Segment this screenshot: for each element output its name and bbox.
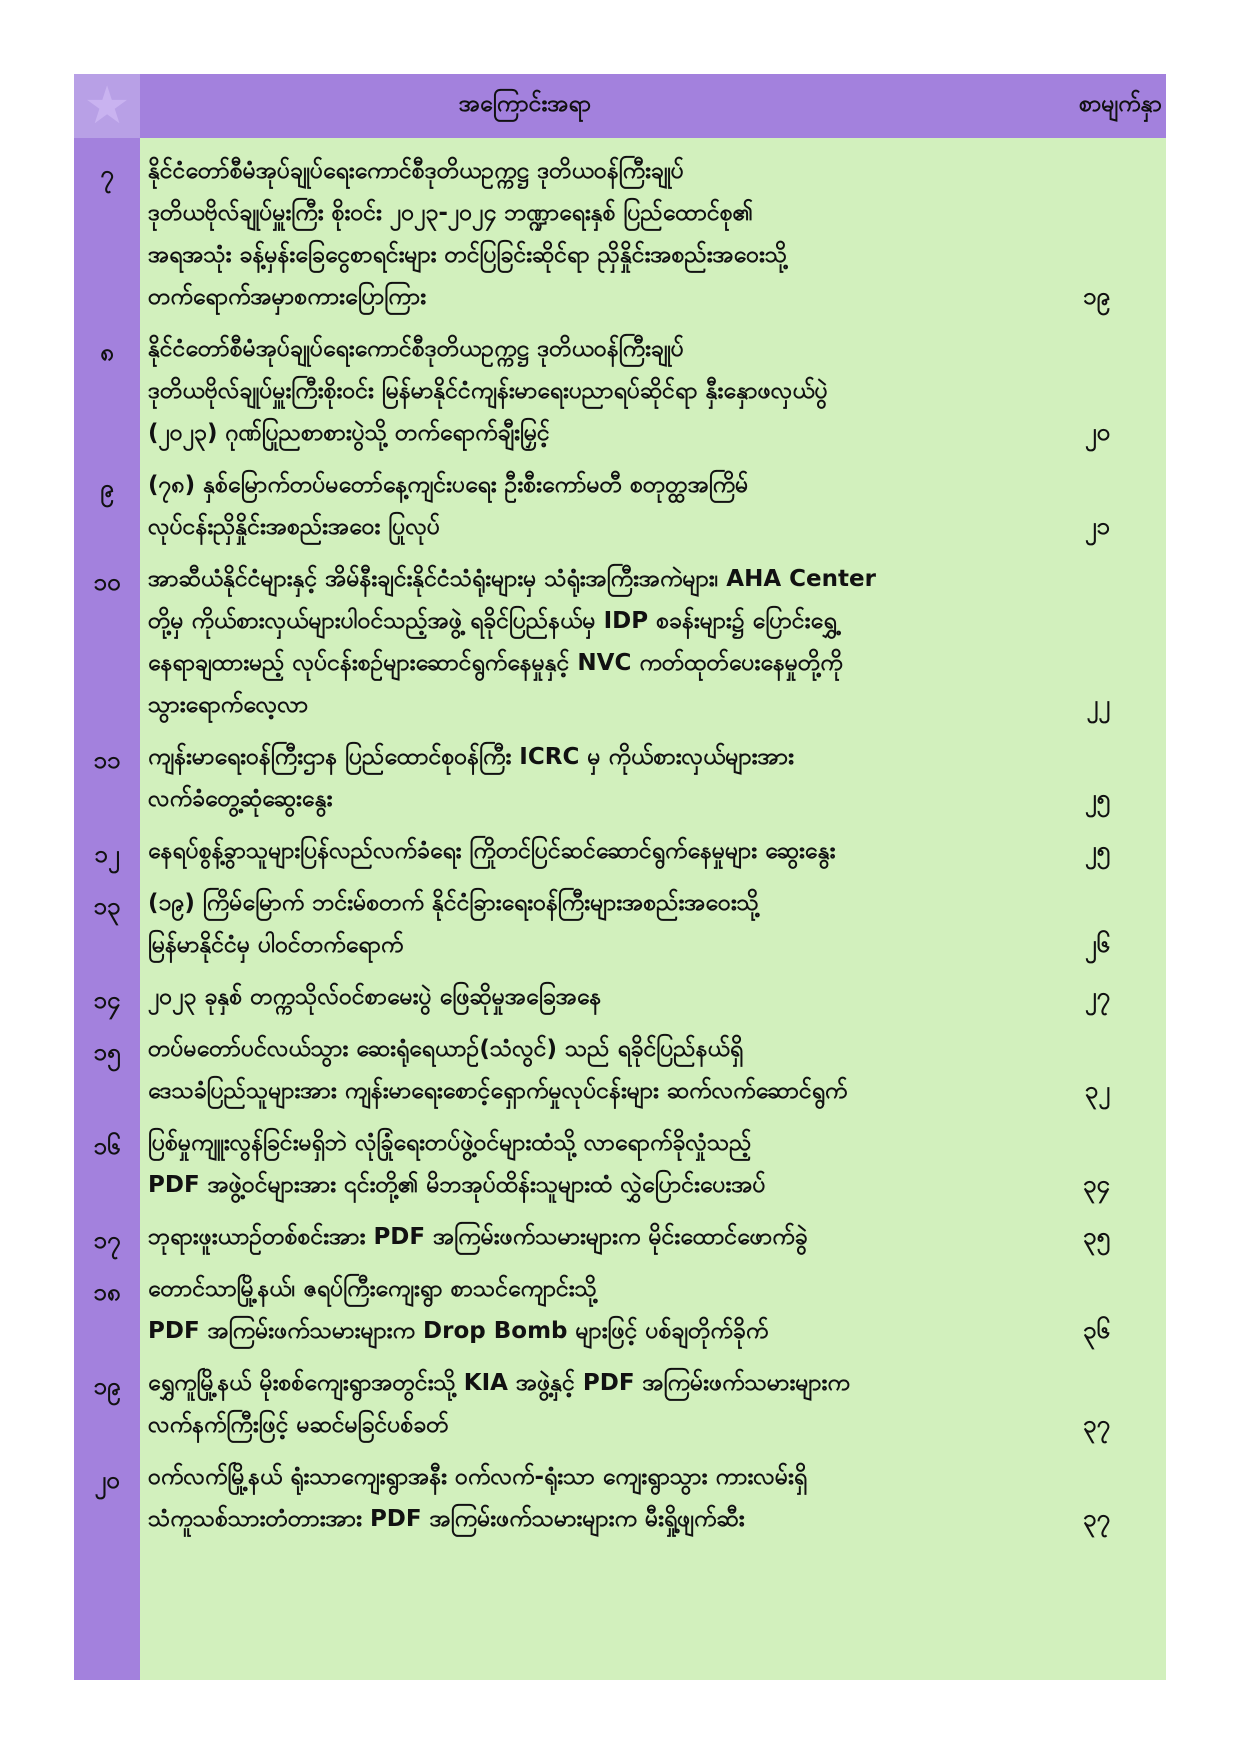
entry-page-number: ၂၂ [1086, 690, 1110, 718]
entry-title [148, 1122, 1048, 1206]
entry-number: ၁၁ [93, 746, 121, 774]
entry-number: ၁၄ [93, 986, 121, 1014]
toc-entry [74, 328, 1166, 454]
entry-number: ၁၇ [93, 1226, 121, 1254]
header-title: အကြောင်းအရာ [458, 91, 592, 117]
entry-title [148, 1456, 1048, 1540]
entry-title-line: နေရာချထားမည့် လုပ်ငန်းစဉ်များဆောင်ရွက်နေမှုနှင့် NVC ကတ်ထုတ်ပေးနေမှုတို့ကို [148, 650, 843, 676]
entry-page-number: ၂၁ [1084, 512, 1110, 540]
toc-entry [74, 1216, 1166, 1258]
entry-title-line: လုပ်ငန်းညှိနှိုင်းအစည်းအဝေး ပြုလုပ် [148, 514, 441, 540]
entry-page-number: ၃၂ [1084, 1076, 1110, 1104]
entry-title [148, 1362, 1048, 1446]
toc-entry [74, 150, 1166, 318]
entry-page-number: ၃၇ [1083, 1410, 1110, 1438]
entry-title-line: ရွှေကူမြို့နယ် မိုးစစ်ကျေးရွာအတွင်းသို့ KIA အဖွဲ့နှင့် PDF အကြမ်းဖက်သမားများက [148, 1370, 850, 1396]
entry-page-number: ၁၉ [1083, 282, 1110, 310]
entry-title-line: သံကူသစ်သားတံတားအား PDF အကြမ်းဖက်သမားများက မီးရှို့ဖျက်ဆီး [148, 1506, 745, 1532]
entry-number: ၁၆ [93, 1132, 121, 1160]
entry-title-line: ဝက်လက်မြို့နယ် ရုံးသာကျေးရွာအနီး ဝက်လက်-ရုံးသာ ကျေးရွာသွား ကားလမ်းရှိ [148, 1464, 808, 1490]
entry-title-line: လက်ခံတွေ့ဆုံဆွေးနွေး [148, 786, 333, 812]
entry-page-number: ၂၅ [1084, 784, 1110, 812]
entry-title-line: နိုင်ငံတော်စီမံအုပ်ချုပ်ရေးကောင်စီဒုတိယဥက္ကဋ္ဌ ဒုတိယဝန်ကြီးချုပ် [148, 336, 684, 362]
entry-page-number: ၃၅ [1083, 1222, 1110, 1250]
entry-title [148, 830, 1048, 872]
entry-page-number: ၂၆ [1084, 930, 1110, 958]
entry-title-line: တို့မှ ကိုယ်စားလှယ်များပါဝင်သည့်အဖွဲ့ ရခိုင်ပြည်နယ်မှ IDP စခန်းများ၌ ပြောင်းရွှေ့ [148, 608, 837, 634]
entry-title-line: ဒေသခံပြည်သူများအား ကျန်းမာရေးစောင့်ရှောက်မှုလုပ်ငန်းများ ဆက်လက်ဆောင်ရွက် [148, 1078, 848, 1104]
entry-title-line: အရအသုံး ခန့်မှန်းခြေငွေစာရင်းများ တင်ပြခြင်းဆိုင်ရာ ညှိနှိုင်းအစည်းအဝေးသို့ [148, 242, 788, 268]
entry-title [148, 1216, 1048, 1258]
entry-title [148, 736, 1048, 820]
entry-number: ၂၀ [94, 1466, 120, 1494]
table-of-contents [74, 74, 1166, 1680]
entry-title-line: ပြစ်မှုကျူးလွန်ခြင်းမရှိဘဲ လုံခြုံရေးတပ်ဖွဲ့ဝင်များထံသို့ လာရောက်ခိုလှုံသည့် [148, 1130, 752, 1156]
toc-entry [74, 736, 1166, 820]
entry-title-line: ဒုတိယဗိုလ်ချုပ်မှူးကြီး စိုးဝင်း ၂၀၂၃-၂၀၂၄ ဘဏ္ဍာရေးနှစ် ပြည်ထောင်စု၏ [148, 200, 754, 226]
entry-number: ၇ [100, 160, 114, 188]
toc-entry [74, 558, 1166, 726]
entry-title-line: (၂၀၂၃) ဂုဏ်ပြုညစာစားပွဲသို့ တက်ရောက်ချီးမြှင့် [148, 420, 550, 446]
toc-entry [74, 1268, 1166, 1352]
entry-title-line: PDF အကြမ်းဖက်သမားများက Drop Bomb များဖြင့် ပစ်ချတိုက်ခိုက် [148, 1318, 769, 1344]
header-page-label: စာမျက်နှာ [1078, 91, 1162, 117]
entry-title-line: ကျန်းမာရေးဝန်ကြီးဌာန ပြည်ထောင်စုဝန်ကြီး ICRC မှ ကိုယ်စားလှယ်များအား [148, 744, 794, 770]
toc-entry [74, 1456, 1166, 1540]
entry-title-line: ဒုတိယဗိုလ်ချုပ်မှူးကြီးစိုးဝင်း မြန်မာနိုင်ငံကျန်းမာရေးပညာရပ်ဆိုင်ရာ နှီးနှောဖလှယ်ပွဲ [148, 378, 828, 404]
toc-entry [74, 1122, 1166, 1206]
entry-title-line: PDF အဖွဲ့ဝင်များအား ၎င်းတို့၏ မိဘအုပ်ထိန်းသူများထံ လွှဲပြောင်းပေးအပ် [148, 1172, 766, 1198]
entry-title-line: လက်နက်ကြီးဖြင့် မဆင်မခြင်ပစ်ခတ် [148, 1412, 449, 1438]
entry-number: ၉ [100, 474, 114, 502]
entry-number: ၁၈ [93, 1278, 121, 1306]
entry-number: ၁၉ [93, 1372, 121, 1400]
entry-title-line: (၁၉) ကြိမ်မြောက် ဘင်းမ်စတက် နိုင်ငံခြားရေးဝန်ကြီးများအစည်းအဝေးသို့ [148, 890, 759, 916]
entry-page-number: ၃၆ [1083, 1316, 1110, 1344]
entry-title [148, 1268, 1048, 1352]
entry-page-number: ၃၇ [1083, 1504, 1110, 1532]
entry-page-number: ၂၀ [1084, 418, 1110, 446]
entry-number: ၁၅ [93, 1038, 121, 1066]
entry-title [148, 558, 1048, 726]
toc-entries [74, 150, 1166, 1540]
entry-title-line: သွားရောက်လေ့လာ [148, 692, 309, 718]
entry-title-line: နေရပ်စွန့်ခွာသူများပြန်လည်လက်ခံရေး ကြိုတင်ပြင်ဆင်ဆောင်ရွက်နေမှုများ ဆွေးနွေး [148, 838, 836, 864]
toc-entry [74, 976, 1166, 1018]
entry-number: ၁၀ [93, 568, 121, 596]
entry-title [148, 1028, 1048, 1112]
toc-entry [74, 1028, 1166, 1112]
entry-number: ၁၃ [93, 892, 121, 920]
entry-title-line: အာဆီယံနိုင်ငံများနှင့် အိမ်နီးချင်းနိုင်ငံသံရုံးများမှ သံရုံးအကြီးအကဲများ၊ AHA Center [148, 566, 876, 592]
entry-title-line: ဘုရားဖူးယာဉ်တစ်စင်းအား PDF အကြမ်းဖက်သမားများက မိုင်းထောင်ဖောက်ခွဲ [148, 1224, 808, 1250]
entry-page-number: ၃၄ [1083, 1170, 1110, 1198]
toc-entry [74, 882, 1166, 966]
entry-page-number: ၂၇ [1084, 982, 1110, 1010]
entry-title-line: (၇၈) နှစ်မြောက်တပ်မတော်နေ့ကျင်းပရေး ဦးစီးကော်မတီ စတုတ္ထအကြိမ် [148, 472, 749, 498]
entry-page-number: ၂၅ [1084, 836, 1110, 864]
entry-title-line: မြန်မာနိုင်ငံမှ ပါဝင်တက်ရောက် [148, 932, 404, 958]
entry-number: ၈ [100, 338, 114, 366]
star-icon: ★ [74, 74, 140, 138]
entry-title [148, 976, 1048, 1018]
entry-title-line: တက်ရောက်အမှာစကားပြောကြား [148, 284, 427, 310]
entry-title-line: တောင်သာမြို့နယ်၊ ဇရပ်ကြီးကျေးရွာ စာသင်ကျောင်းသို့ [148, 1276, 597, 1302]
entry-title-line: တပ်မတော်ပင်လယ်သွား ဆေးရုံရေယာဉ်(သံလွင်) သည် ရခိုင်ပြည်နယ်ရှိ [148, 1036, 744, 1062]
toc-entry [74, 830, 1166, 872]
entry-title [148, 150, 1048, 318]
entry-title [148, 464, 1048, 548]
entry-number: ၁၂ [94, 840, 120, 868]
toc-header [74, 74, 1166, 138]
entry-title-line: ၂၀၂၃ ခုနှစ် တက္ကသိုလ်ဝင်စာမေးပွဲ ဖြေဆိုမှုအခြေအနေ [148, 984, 602, 1010]
toc-entry [74, 464, 1166, 548]
toc-entry [74, 1362, 1166, 1446]
entry-title [148, 328, 1048, 454]
entry-title-line: နိုင်ငံတော်စီမံအုပ်ချုပ်ရေးကောင်စီဒုတိယဥက္ကဋ္ဌ ဒုတိယဝန်ကြီးချုပ် [148, 158, 684, 184]
entry-title [148, 882, 1048, 966]
